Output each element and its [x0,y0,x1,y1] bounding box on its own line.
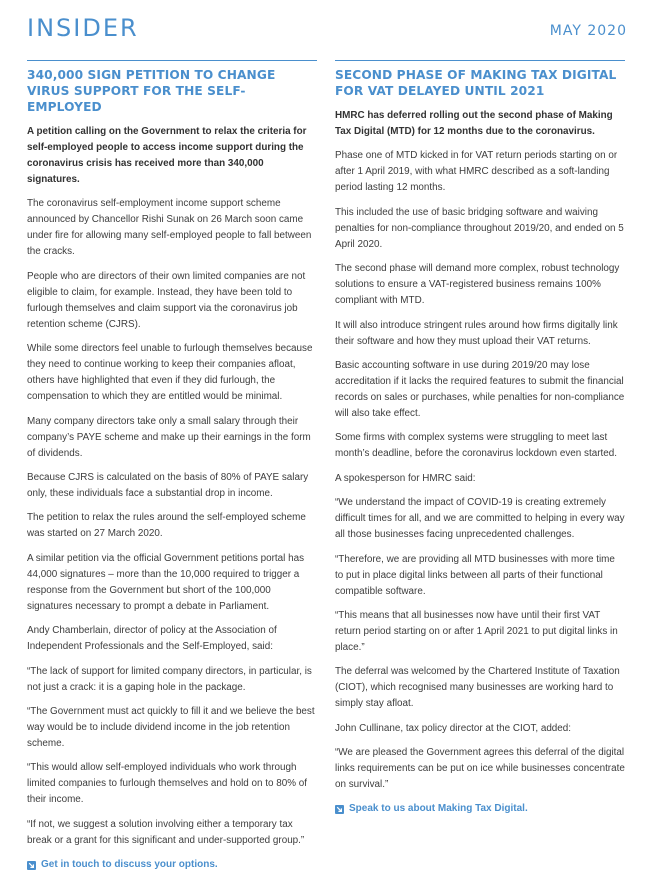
article-quote: “Therefore, we are providing all MTD businesses with more time to put in place digital links between all parts of their functional compatible software. [335,553,615,597]
article-intro: A petition calling on the Government to relax the criteria for self-employed people to access income support during the coronavirus crisis has received more than 340,000 signatures. [27,126,307,185]
article-paragraph: Some firms with complex systems were struggling to meet last month’s deadline, before the coronavirus lockdown even started. [335,432,617,460]
mtd-link-label: Speak to us about Making Tax Digital. [349,803,528,815]
article-quote: “If not, we suggest a solution involving either a temporary tax break or a grant for this significant and under-supported group.” [27,818,305,846]
article-quote: “This would allow self-employed individuals who work through limited companies to furlough themselves and hold on to 80% of their income. [27,762,307,806]
article-title: SECOND PHASE OF MAKING TAX DIGITAL FOR VAT DELAYED UNTIL 2021 [335,68,617,98]
column-rule [27,60,317,61]
article-paragraph: The second phase will demand more complex, robust technology solutions to ensure a VAT-registered business remains 100% compliant with MTD. [335,263,620,307]
article-intro: HMRC has deferred rolling out the second phase of Making Tax Digital (MTD) for 12 months due to the coronavirus. [335,110,613,137]
article-paragraph: The deferral was welcomed by the Chartered Institute of Taxation (CIOT), which recognised many businesses are working hard to simply stay afloat. [335,666,620,710]
column-rule [335,60,625,61]
article-paragraph: Basic accounting software in use during 2019/20 may lose accreditation if it lacks the required features to submit the financial records on sales or purchases, while penalties for non-compliance will also take effect. [335,359,625,419]
issue-date: MAY 2020 [549,23,627,39]
article-paragraph: It will also introduce stringent rules around how firms digitally link their software and how they must upload their VAT returns. [335,319,618,347]
article-paragraph: The petition to relax the rules around the self-employed scheme was started on 27 March 2020. [27,512,306,540]
article-paragraph: People who are directors of their own limited companies are not eligible to claim, for example. Instead, they have been told to furlough themselves and claim support via the coronavirus job retention scheme (CJRS). [27,270,306,330]
contact-link-label: Get in touch to discuss your options. [41,859,218,871]
article-paragraph: Many company directors take only a small salary through their company’s PAYE scheme and make up their earnings in the form of dividends. [27,415,311,459]
article-paragraph: Andy Chamberlain, director of policy at the Association of Independent Professionals and the Self-Employed, said: [27,625,277,653]
article-quote: “We understand the impact of COVID-19 is creating extremely difficult times for all, and we are committed to helping in every way all those businesses facing unprecedented challenges. [335,497,625,541]
article-quote: “The Government must act quickly to fill it and we believe the best way would be to include dividend income in the job retention scheme. [27,705,315,749]
article-paragraph: Phase one of MTD kicked in for VAT return periods starting on or after 1 April 2019, with what HMRC described as a soft-landing period lasting 12 months. [335,150,618,194]
article-paragraph: While some directors feel unable to furlough themselves because they need to continue working to keep their companies afloat, others have highlighted that even if they did furlough, the compensation to which they are entitled would be minimal. [27,343,313,403]
article-paragraph: A similar petition via the official Government petitions portal has 44,000 signatures – more than the 10,000 required to trigger a response from the Government but short of the 100,000 signatures necessary to prompt a debate in Parliament. [27,552,305,612]
mtd-link[interactable] [335,801,625,817]
article-petition [27,60,317,873]
article-quote: “This means that all businesses now have until their first VAT return period starting on or after 1 April 2021 to put digital links in place.” [335,609,618,653]
arrow-link-icon [27,861,36,870]
arrow-link-icon [335,805,344,814]
brand-title: INSIDER [27,14,139,42]
article-title: 340,000 SIGN PETITION TO CHANGE VIRUS SUPPORT FOR THE SELF-EMPLOYED [27,68,276,114]
masthead [27,14,627,44]
article-paragraph: John Cullinane, tax policy director at the CIOT, added: [335,722,572,734]
article-paragraph: Because CJRS is calculated on the basis of 80% of PAYE salary only, these individuals face a substantial drop in income. [27,471,309,499]
article-paragraph: A spokesperson for HMRC said: [335,472,476,484]
article-paragraph: This included the use of basic bridging software and waiving penalties for non-compliance throughout 2019/20, and ended on 5 April 2020. [335,206,624,250]
article-paragraph: The coronavirus self-employment income support scheme announced by Chancellor Rishi Sunak on 26 March soon came under fire for allowing many self-employed people to fall between the cracks. [27,198,312,258]
article-quote: “We are pleased the Government agrees this deferral of the digital links requirements can be put on ice while businesses concentrate on survival.” [335,747,625,791]
article-mtd [335,60,625,817]
article-quote: “The lack of support for limited company directors, in particular, is not just a crack: it is a gaping hole in the package. [27,665,312,693]
